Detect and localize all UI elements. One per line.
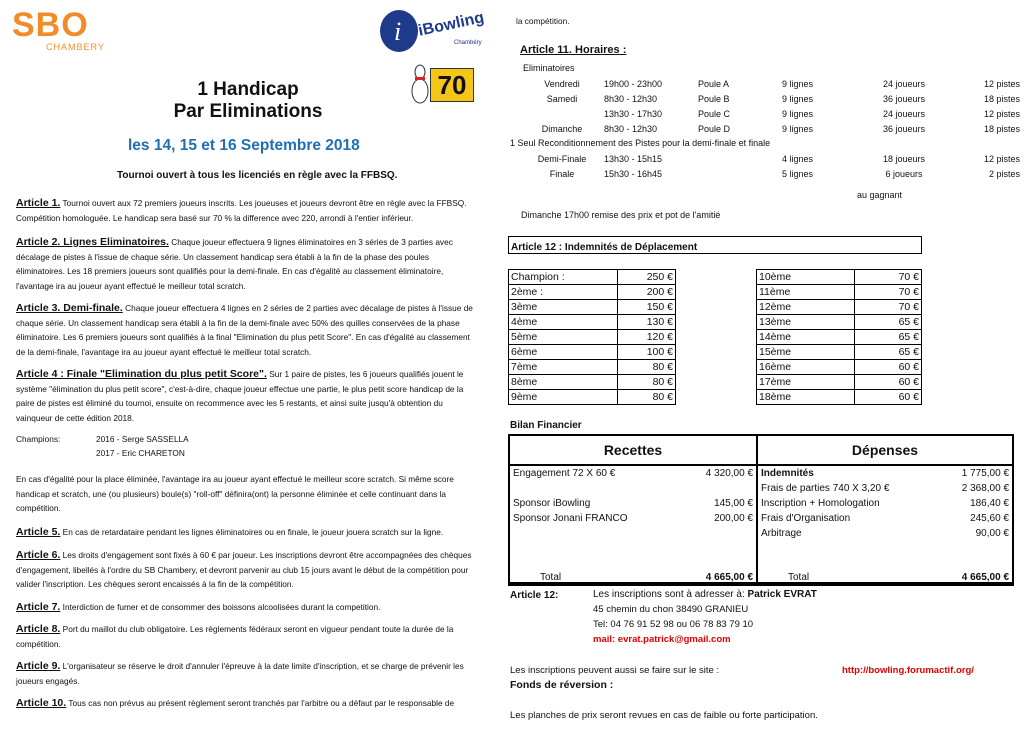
- finals-spacer: [698, 151, 782, 166]
- recette-label: [510, 481, 681, 496]
- prize-row: [757, 390, 922, 405]
- prize-row: [757, 315, 922, 330]
- sbo-logo-text: SBO: [12, 6, 89, 44]
- bowling-pin-icon: [410, 64, 430, 104]
- sched-day: [520, 106, 604, 121]
- prize-amount: 70 €: [854, 270, 921, 285]
- prize-amount: 130 €: [617, 315, 675, 330]
- recette-value: [681, 481, 756, 496]
- prize-row: [509, 345, 676, 360]
- champion-2016: 2016 - Serge SASSELLA: [96, 434, 189, 444]
- prize-rank: 4ème: [509, 315, 618, 330]
- bilan-heading: Bilan Financier: [510, 420, 582, 431]
- prize-amount: 100 €: [617, 345, 675, 360]
- article-6: [16, 548, 476, 592]
- depense-label: Frais d'Organisation: [761, 513, 851, 524]
- contact-address: 45 chemin du chon 38490 GRANIEU: [593, 604, 749, 615]
- sched-time: 8h30 - 12h30: [604, 123, 658, 134]
- prize-amount: 60 €: [854, 375, 921, 390]
- depense-row: [758, 511, 1012, 526]
- badge-70: [430, 68, 474, 102]
- sched-joueurs: 24 joueurs: [882, 108, 926, 119]
- articles-left: [16, 196, 476, 425]
- prize-rank: 12ème: [757, 300, 855, 315]
- article-7: [16, 600, 476, 615]
- prize-row: [509, 375, 676, 390]
- site-url-link[interactable]: http://bowling.forumactif.org/: [842, 665, 974, 676]
- finals-pistes: 12 pistes: [983, 153, 1020, 164]
- article-10-heading: Article 10.: [16, 697, 67, 709]
- article-9: [16, 659, 476, 688]
- article-10: [16, 696, 476, 711]
- article-8: [16, 622, 476, 651]
- sched-poule: Poule C: [698, 108, 731, 119]
- tournament-dates: les 14, 15 et 16 Septembre 2018: [128, 137, 360, 154]
- tie-rule: En cas d'égalité pour la place éliminée, l'avantage ira au joueur ayant effectué le meilleur score scratch. Si même score handicap et scratch, une (ou plusieurs) boule(s) "roll-off" définira(ont) la personne éliminée et celle continuant dans la compétition.: [16, 474, 454, 513]
- ibowling-logo-text: iBowling: [416, 9, 486, 40]
- prize-rank: 2ème :: [509, 285, 618, 300]
- depense-label: Frais de parties 740 X 3,20 €: [761, 483, 890, 494]
- svg-text:i: i: [394, 17, 402, 46]
- article-7-heading: Article 7.: [16, 600, 61, 613]
- depenses-title: Dépenses: [851, 442, 919, 458]
- intro-text: Tournoi ouvert à tous les licenciés en règle avec la FFBSQ.: [117, 170, 398, 181]
- prize-row: [757, 330, 922, 345]
- depenses-rows: [758, 466, 1012, 541]
- article-3: [16, 301, 476, 359]
- depenses-total-value: 4 665,00 €: [961, 572, 1009, 583]
- prize-rank: 11ème: [757, 285, 855, 300]
- prize-rank: 15ème: [757, 345, 855, 360]
- depense-row: [758, 496, 1012, 511]
- fonds-reversion: Fonds de réversion :: [510, 679, 614, 691]
- bilan-box: [508, 434, 1014, 586]
- sched-time: 19h00 - 23h00: [604, 78, 663, 89]
- prize-row: [757, 300, 922, 315]
- finals-lignes: 4 lignes: [782, 153, 814, 164]
- contact-prefix: Les inscriptions sont à adresser à:: [593, 589, 748, 600]
- prize-amount: 80 €: [617, 375, 675, 390]
- schedule-rows: [520, 76, 1020, 136]
- champions-label: Champions:: [16, 434, 61, 444]
- prize-row: [509, 360, 676, 375]
- contact-email[interactable]: mail: evrat.patrick@gmail.com: [593, 634, 731, 645]
- prize-amount: 80 €: [617, 390, 675, 405]
- sched-poule: Poule A: [698, 78, 730, 89]
- finals-spacer: [698, 166, 782, 181]
- eliminatoires-label: Eliminatoires: [523, 63, 575, 73]
- sched-joueurs: 36 joueurs: [882, 123, 926, 134]
- depense-value: 2 368,00 €: [961, 483, 1009, 494]
- prize-amount: 80 €: [617, 360, 675, 375]
- page-title: [120, 79, 376, 123]
- recettes-total-label: Total: [540, 572, 562, 583]
- prize-rank: 17ème: [757, 375, 855, 390]
- sched-time: 13h30 - 17h30: [604, 108, 663, 119]
- indemnites-heading: Article 12 : Indemnités de Déplacement: [511, 242, 698, 253]
- prize-rank: 14ème: [757, 330, 855, 345]
- prize-row: [757, 375, 922, 390]
- prize-row: [509, 285, 676, 300]
- prize-amount: 70 €: [854, 285, 921, 300]
- recettes-rows: [510, 466, 756, 526]
- depense-value: 186,40 €: [970, 498, 1009, 509]
- finals-row: [520, 166, 1020, 181]
- recette-value: 145,00 €: [714, 498, 753, 509]
- sched-lignes: 9 lignes: [782, 108, 814, 119]
- article-4-heading: Article 4 : Finale "Elimination du plus petit Score".: [16, 368, 267, 380]
- article-4-text: Sur 1 paire de pistes, les 6 joueurs qualifiés jouent le système "élimination du plus petit score", c'est-à-dire, chaque joueur effectue une partie, le plus petit score handicap de la paire de pistes est éliminé du tournoi, ensuite on recommence avec les 5 restants, et ainsi suite jusqu'à obtention du vainqueur de cette édition 2018.: [16, 369, 464, 423]
- depense-value: 1 775,00 €: [961, 468, 1009, 479]
- prize-rank: 13ème: [757, 315, 855, 330]
- article-2: [16, 235, 476, 293]
- depense-label: Inscription + Homologation: [761, 498, 880, 509]
- prize-rank: Champion :: [509, 270, 618, 285]
- sched-lignes: 9 lignes: [782, 78, 814, 89]
- prize-right-rows: [757, 270, 922, 405]
- sched-time: 8h30 - 12h30: [604, 93, 658, 104]
- indemnites-heading-box: [508, 236, 922, 254]
- schedule-row: [520, 121, 1020, 136]
- depense-row: [758, 466, 1012, 481]
- prize-row: [509, 315, 676, 330]
- recette-row: [510, 511, 756, 526]
- prize-rank: 6ème: [509, 345, 618, 360]
- finals-day: Demi-Finale: [537, 153, 587, 164]
- depense-row: [758, 526, 1012, 541]
- ibowling-logo-sub: Chambéry: [454, 40, 482, 46]
- article-9-text: L'organisateur se réserve le droit d'annuler l'épreuve à la date limite d'inscription, et se charge de prévenir les joueurs engagés.: [16, 661, 464, 686]
- article-6-text: Les droits d'engagement sont fixés à 60 € par joueur. Les inscriptions devront être accompagnées des chèques d'engagement, libellés à l'ordre du SB Chambery, et devront parvenir au club 15 jours avant le début de la compétition pour valider l'inscription. Les chèques seront encaissés à la fin de la compétition.: [16, 550, 472, 589]
- remise-des-prix: Dimanche 17h00 remise des prix et pot de l'amitié: [521, 210, 721, 220]
- depenses-total-label: Total: [788, 572, 810, 583]
- finals-time: 13h30 - 15h15: [604, 153, 663, 164]
- schedule-row: [520, 76, 1020, 91]
- finals-rows: [520, 151, 1020, 181]
- depense-value: 245,60 €: [970, 513, 1009, 524]
- contact-tel: Tel: 04 76 91 52 98 ou 06 78 83 79 10: [593, 619, 754, 630]
- ibowling-logo: [378, 8, 496, 54]
- recette-row: [510, 466, 756, 481]
- article-2-text: Chaque joueur effectuera 9 lignes éliminatoires en 3 séries de 3 parties avec décalage de pistes à l'issue de chaque série. Un classement handicap sera établi à la fin de la phase des poules éliminatoires. Les 18 premiers joueurs sont qualifiés pour la demi-finale. En cas d'égalité au classement éliminatoire, l'avantage ira au joueur ayant effectué le meilleur total scratch.: [16, 237, 453, 291]
- sched-day: Vendredi: [544, 78, 580, 89]
- prize-amount: 150 €: [617, 300, 675, 315]
- article-1-text: Tournoi ouvert aux 72 premiers joueurs inscrits. Les joueuses et joueurs devront être en règle avec la FFBSQ. Compétition homologuée. Le handicap sera basé sur 70 % la difference avec 220, arrondi à l'entier inférieur.: [16, 198, 467, 223]
- prize-row: [509, 330, 676, 345]
- article-7-text: Interdiction de fumer et de consommer des boissons alcoolisées durant la competition.: [60, 601, 381, 612]
- article-8-text: Port du maillot du club obligatoire. Les règlements fédéraux seront en vigueur pendant toute la durée de la compétition.: [16, 624, 454, 649]
- recette-value: 200,00 €: [714, 513, 753, 524]
- prize-rank: 16ème: [757, 360, 855, 375]
- prize-row: [509, 390, 676, 405]
- articles-left-2: [16, 472, 476, 711]
- recette-value: 4 320,00 €: [705, 468, 753, 479]
- article-5: [16, 525, 476, 540]
- article-5-heading: Article 5.: [16, 525, 61, 538]
- sched-poule: Poule D: [698, 123, 731, 134]
- sbo-logo: [12, 8, 122, 52]
- sched-joueurs: 24 joueurs: [882, 78, 926, 89]
- finals-pistes: 2 pistes: [988, 168, 1020, 179]
- recette-row: [510, 496, 756, 511]
- article-5-text: En cas de retardataire pendant les lignes éliminatoires ou en finale, le joueur jouera scratch sur la ligne.: [60, 526, 444, 537]
- article-1-heading: Article 1.: [16, 197, 61, 209]
- prize-rank: 8ème: [509, 375, 618, 390]
- sched-pistes: 18 pistes: [983, 123, 1020, 134]
- article-3-heading: Article 3. Demi-finale.: [16, 302, 123, 314]
- article-3-text: Chaque joueur effectuera 4 lignes en 2 séries de 2 parties avec décalage de pistes à l'issue de chaque série. Un classement handicap sera établi à la fin de la demi-finale avec 50% des quilles conservées de la phase éliminatoire. Les 6 premiers joueurs sont qualifiés à la final "Elimination du plus petit Score". En cas d'égalité au classement de la demi-finale, l'avantage ira au joueur ayant effectué le meilleur total scratch.: [16, 303, 473, 357]
- prize-amount: 65 €: [854, 345, 921, 360]
- contact-article-label: Article 12:: [510, 590, 559, 601]
- article-4: [16, 367, 476, 425]
- prize-row: [757, 285, 922, 300]
- article-8-heading: Article 8.: [16, 623, 61, 635]
- article-2-heading: Article 2. Lignes Eliminatoires.: [16, 236, 169, 248]
- prize-rank: 10ème: [757, 270, 855, 285]
- sbo-logo-city: CHAMBERY: [46, 42, 105, 52]
- prize-rank: 9ème: [509, 390, 618, 405]
- finals-joueurs: 6 joueurs: [885, 168, 923, 179]
- sched-day: Dimanche: [541, 123, 583, 134]
- schedule-row: [520, 91, 1020, 106]
- finals-day: Finale: [549, 168, 575, 179]
- prize-amount: 60 €: [854, 390, 921, 405]
- badge-70-text: 70: [437, 70, 467, 100]
- prize-rank: 3ème: [509, 300, 618, 315]
- schedule-table: [520, 76, 1020, 136]
- article-10-continued: la compétition.: [516, 16, 570, 26]
- prize-amount: 70 €: [854, 300, 921, 315]
- schedule-row: [520, 106, 1020, 121]
- prize-table-left: [508, 269, 676, 405]
- prize-row: [757, 360, 922, 375]
- recettes-title: Recettes: [603, 442, 663, 458]
- prize-row: [509, 270, 676, 285]
- au-gagnant-note: au gagnant: [857, 190, 903, 200]
- finals-time: 15h30 - 16h45: [604, 168, 663, 179]
- prize-row: [757, 270, 922, 285]
- contact-line1: [593, 589, 817, 600]
- depense-label: Arbitrage: [761, 528, 802, 539]
- reconditionnement-note: 1 Seul Reconditionnement des Pistes pour la demi-finale et finale: [510, 138, 771, 148]
- sched-pistes: 18 pistes: [983, 93, 1020, 104]
- recette-row: [510, 481, 756, 496]
- sched-lignes: 9 lignes: [782, 123, 814, 134]
- finals-row: [520, 151, 1020, 166]
- horaires-heading: Article 11. Horaires :: [520, 44, 627, 56]
- article-6-heading: Article 6.: [16, 549, 61, 561]
- prize-row: [757, 345, 922, 360]
- article-9-heading: Article 9.: [16, 660, 61, 672]
- prize-amount: 60 €: [854, 360, 921, 375]
- sched-day: Samedi: [546, 93, 578, 104]
- site-text: Les inscriptions peuvent aussi se faire sur le site :: [510, 665, 720, 676]
- depense-row: [758, 481, 1012, 496]
- prize-amount: 250 €: [617, 270, 675, 285]
- prize-amount: 65 €: [854, 330, 921, 345]
- planches-note: Les planches de prix seront revues en cas de faible ou forte participation.: [510, 710, 818, 721]
- contact-name: Patrick EVRAT: [747, 589, 817, 600]
- article-10-text: Tous cas non prévus au présent règlement seront tranchés par l'arbitre ou a défaut par le responsable de: [66, 698, 455, 708]
- pin-70-badge: [410, 64, 472, 104]
- prize-rank: 5ème: [509, 330, 618, 345]
- recette-label: Engagement 72 X 60 €: [513, 468, 616, 479]
- prize-table-right: [756, 269, 922, 405]
- depense-label: Indemnités: [761, 468, 814, 479]
- prize-rank: 18ème: [757, 390, 855, 405]
- sched-poule: Poule B: [698, 93, 730, 104]
- sched-joueurs: 36 joueurs: [882, 93, 926, 104]
- recettes-table: [510, 466, 756, 526]
- prize-amount: 65 €: [854, 315, 921, 330]
- prize-amount: 120 €: [617, 330, 675, 345]
- finals-joueurs: 18 joueurs: [882, 153, 926, 164]
- prize-rank: 7ème: [509, 360, 618, 375]
- depenses-table: [758, 466, 1012, 541]
- champion-2017: 2017 - Eric CHARETON: [96, 448, 185, 458]
- recette-label: Sponsor Jonani FRANCO: [513, 513, 628, 524]
- prize-row: [509, 300, 676, 315]
- finals-table: [520, 151, 1020, 181]
- article-1: [16, 196, 476, 225]
- prize-left-rows: [509, 270, 676, 405]
- finals-lignes: 5 lignes: [782, 168, 814, 179]
- sched-pistes: 12 pistes: [983, 108, 1020, 119]
- title-line1: 1 Handicap: [197, 79, 299, 100]
- recette-label: Sponsor iBowling: [513, 498, 591, 509]
- sched-lignes: 9 lignes: [782, 93, 814, 104]
- title-line2: Par Eliminations: [173, 101, 323, 122]
- depense-value: 90,00 €: [975, 528, 1009, 539]
- recettes-total-value: 4 665,00 €: [705, 572, 753, 583]
- sched-pistes: 12 pistes: [983, 78, 1020, 89]
- prize-amount: 200 €: [617, 285, 675, 300]
